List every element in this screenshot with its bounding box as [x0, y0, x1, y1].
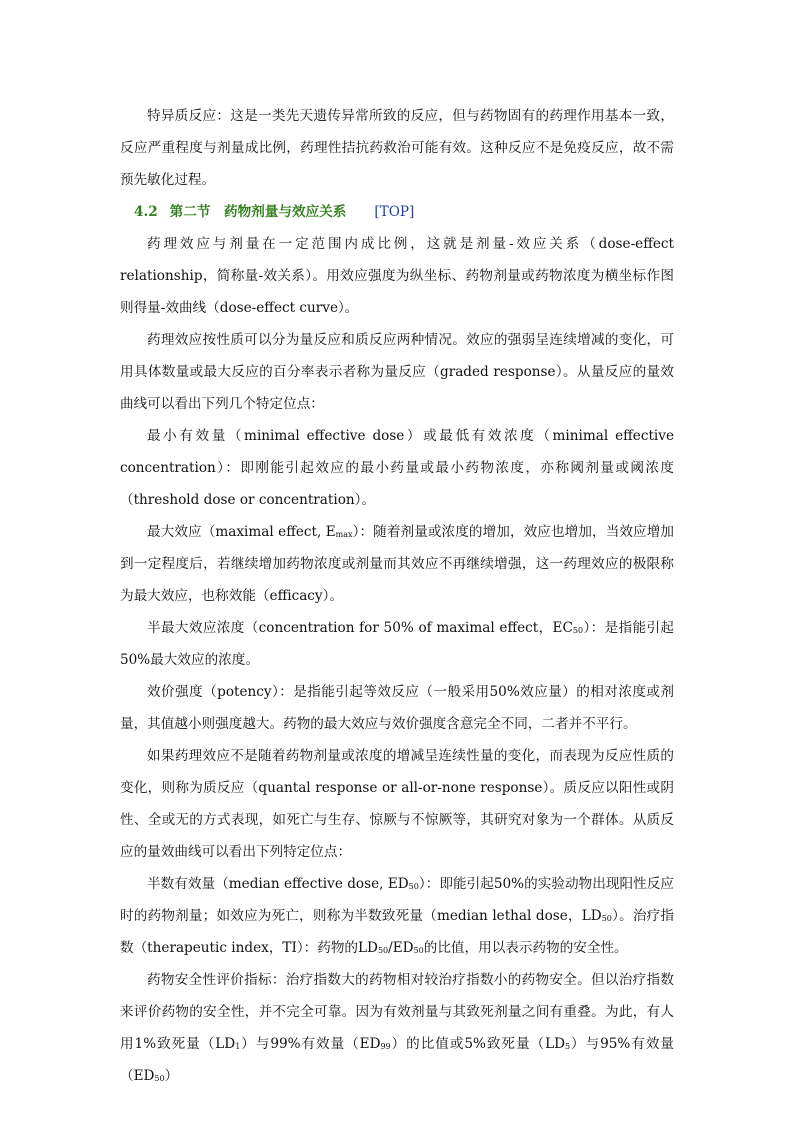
subscript: max [335, 530, 353, 539]
subscript: 50 [408, 882, 419, 891]
subscript: 50 [377, 946, 389, 955]
text-run: ）与95%有效量（ED [120, 1036, 674, 1084]
top-link[interactable]: [TOP] [374, 204, 415, 220]
text-run: 药物安全性评价指标：治疗指数大的药物相对较治疗指数小的药物安全。但以治疗指数来评价药物的安全性，并不完全可靠。因为有效剂量与其致死剂量之间有重叠。为此，有人用1%致死量（LD [120, 972, 674, 1052]
paragraph-dose-effect-intro: 药理效应与剂量在一定范围内成比例，这就是剂量-效应关系（dose-effect relationship，简称量-效关系）。用效应强度为纵坐标、药物剂量或药物浓度为横坐标作图则得量-效曲线（dose-effect curve）。 [120, 236, 674, 316]
text-run: ）：即能引起50%的实验动物出现阳性反应时的药物剂量；如效应为死亡，则称为半数致死量（median lethal dose，LD [120, 876, 674, 924]
text-run: ）：随着剂量或浓度的增加，效应也增加，当效应增加到一定程度后，若继续增加药物浓度或剂量而其效应不再继续增强，这一药理效应的极限称为最大效应，也称效能（efficacy）。 [120, 524, 675, 604]
subscript: 5 [565, 1042, 571, 1051]
paragraph-ed50 [120, 868, 674, 964]
paragraph-safety-evaluation [120, 964, 674, 1092]
text-run: ）：是指能引起50%最大效应的浓度。 [120, 620, 675, 668]
paragraph-quantal-response: 如果药理效应不是随着药物剂量或浓度的增减呈连续性量的变化，而表现为反应性质的变化，则称为质反应（quantal response or all-or-none response）。质反应以阳性或阴性、全或无的方式表现，如死亡与生存、惊厥与不惊厥等，其研究对象为一个群体。从质反应的量效曲线可以看出下列特定位点： [120, 748, 674, 860]
paragraph-maximal-effect [120, 516, 674, 612]
paragraph-ec50 [120, 612, 674, 676]
text-run: 半最大效应浓度（concentration for 50% of maximal effect，EC [147, 620, 573, 636]
text-run: /ED [388, 940, 414, 956]
text-run: ） [164, 1068, 179, 1084]
subscript: 50 [572, 626, 584, 635]
subscript: 99 [380, 1042, 391, 1051]
text-run: ）与99%有效量（ED [240, 1036, 381, 1052]
subscript: 50 [601, 914, 612, 923]
paragraph-minimal-effective-dose: 最小有效量（minimal effective dose）或最低有效浓度（minimal effective concentration）：即刚能引起效应的最小药量或最小药物浓度，亦称阈剂量或阈浓度（threshold dose or concentration）。 [120, 428, 674, 508]
text-run: ）的比值或5%致死量（LD [390, 1036, 565, 1052]
subscript: 50 [413, 946, 424, 955]
paragraph-graded-response: 药理效应按性质可以分为量反应和质反应两种情况。效应的强弱呈连续增减的变化，可用具体数量或最大反应的百分率表示者称为量反应（graded response）。从量反应的量效曲线可以看出下列几个特定位点： [120, 332, 674, 412]
section-title: 第二节 药物剂量与效应关系 [169, 204, 347, 220]
text-run: 半数有效量（median effective dose, ED [147, 876, 409, 892]
subscript: 1 [235, 1042, 241, 1051]
subscript: 50 [154, 1074, 165, 1083]
paragraph-idiosyncratic-reaction: 特异质反应：这是一类先天遗传异常所致的反应，但与药物固有的药理作用基本一致，反应严重程度与剂量成比例，药理性拮抗药救治可能有效。这种反应不是免疫反应，故不需预先敏化过程。 [120, 108, 674, 188]
text-run: 的比值，用以表示药物的安全性。 [423, 940, 628, 956]
text-run: ）。治疗指数（therapeutic index，TI）：药物的LD [120, 908, 674, 956]
text-run: 最大效应（maximal effect, E [147, 524, 336, 540]
paragraph-potency: 效价强度（potency）：是指能引起等效反应（一般采用50%效应量）的相对浓度或剂量，其值越小则强度越大。药物的最大效应与效价强度含意完全不同，二者并不平行。 [120, 684, 674, 732]
document-body [120, 100, 674, 1092]
section-number: 4.2 [134, 204, 158, 220]
section-heading [120, 196, 674, 228]
